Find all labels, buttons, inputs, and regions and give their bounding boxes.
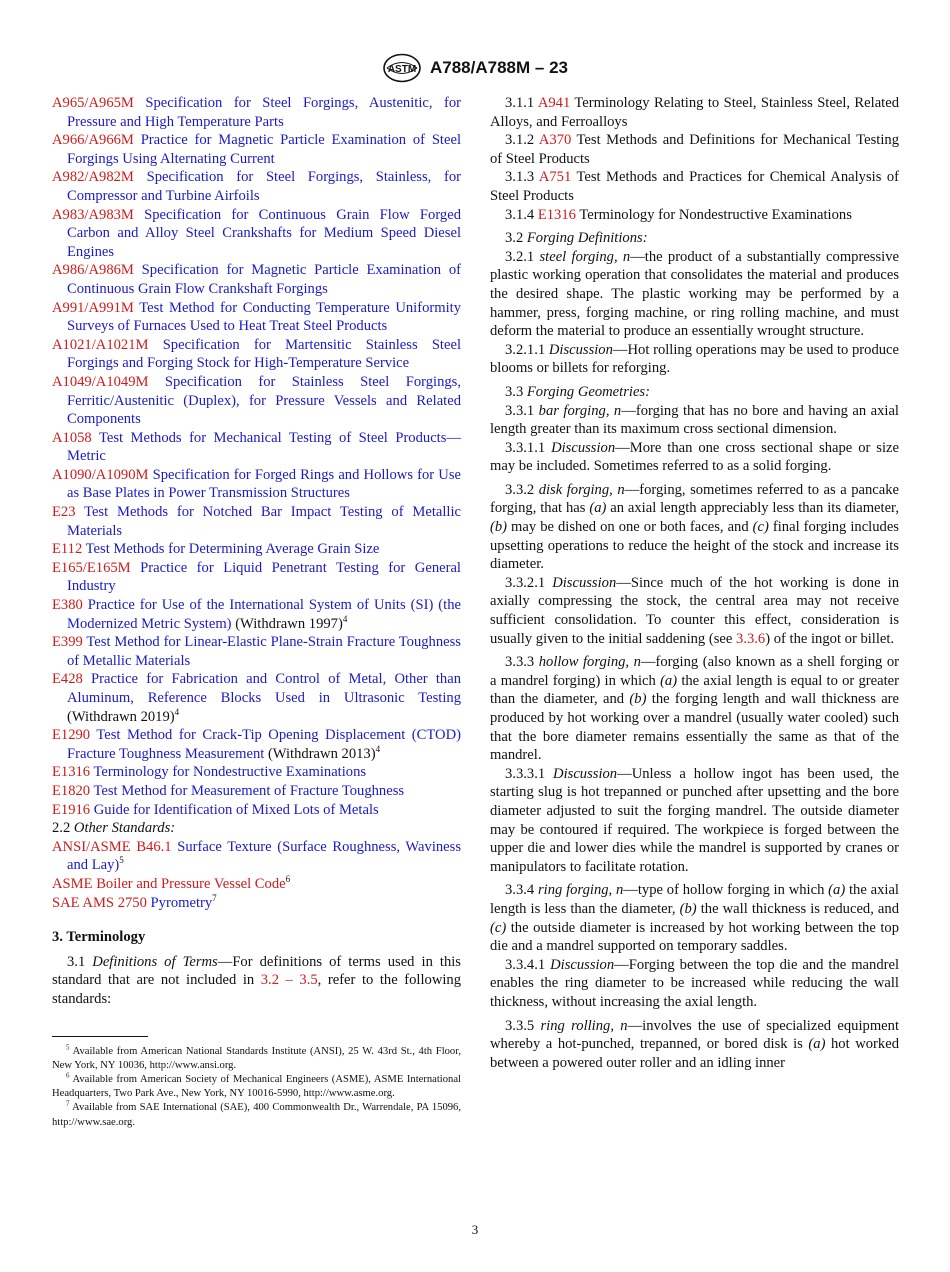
- paragraph-number: 3.3.1: [505, 402, 539, 419]
- reference-title-link[interactable]: Test Methods for Mechanical Testing of Steel Products—Metric: [67, 429, 462, 465]
- paragraph-number: 3.2: [505, 230, 527, 247]
- page-number: 3: [471, 1222, 479, 1237]
- paragraph-number: 3.3.2.1: [505, 574, 553, 591]
- paragraph-text: —the product of a substantially compressive plastic working operation that consolidates the material and produces the desired shape. The plastic working may be performed by a hammer, press, forging machine, or ring rolling machine, and must deform the material to produce an essentially wrought structure.: [490, 248, 899, 340]
- reference-code-link[interactable]: A965/A965M: [52, 95, 134, 111]
- standard-link[interactable]: A751: [538, 169, 572, 186]
- list-marker: (c): [752, 519, 769, 536]
- term: Discussion: [550, 956, 615, 973]
- reference-item: [52, 299, 461, 336]
- paragraph-3-3-4-1: [490, 956, 899, 1012]
- reference-code-link[interactable]: E112: [52, 541, 83, 558]
- reference-title-link[interactable]: Specification for Magnetic Particle Examination of Continuous Grain Flow Crankshaft Forgings: [67, 262, 461, 297]
- reference-code-link[interactable]: E399: [52, 634, 83, 651]
- paragraph-text: Terminology for Nondestructive Examinations: [575, 206, 852, 223]
- paragraph-text: —More than one cross sectional shape or size may be included. Sometimes referred to as a solid forging.: [490, 439, 899, 475]
- reference-code-link[interactable]: SAE AMS 2750: [52, 894, 147, 911]
- reference-code-link[interactable]: E165/E165M: [52, 559, 131, 576]
- reference-item: [52, 801, 461, 820]
- section-heading-terminology: 3. Terminology: [52, 929, 146, 946]
- term: disk forging, n: [538, 481, 625, 498]
- subsection-label: Forging Geometries:: [526, 383, 650, 400]
- list-marker: (b): [679, 900, 697, 917]
- footnote: [52, 1101, 461, 1129]
- section-link[interactable]: 3.3.6: [736, 630, 766, 647]
- paragraph-text: ) of the ingot or billet.: [765, 630, 895, 647]
- paragraph-number: 3.1.4: [505, 206, 538, 223]
- list-marker: (a): [660, 672, 678, 689]
- paragraph-text: —involves the use of specialized equipment whereby a hot-punched, trepanned, or bored disk is: [490, 1017, 900, 1053]
- footnote-text: Available from American Society of Mechanical Engineers (ASME), ASME International Headquarters, Two Park Ave., New York, NY 10016-5990, http://www.asme.org.: [52, 1073, 461, 1100]
- paragraph-text: —Unless a hollow ingot has been used, the starting slug is hot trepanned or punched after upsetting and the bore diameter adjusted to suit the forging mandrel. The outside diameter may be contoured if required. The workpiece is forged between the upper die and lower dies while the mandrel is supported by cranes or manipulators to facilitate rotation.: [490, 765, 900, 875]
- paragraph-3-2-1-1: [490, 341, 899, 378]
- section-link[interactable]: 3.2 – 3.5: [260, 972, 318, 989]
- reference-title-link[interactable]: Test Methods for Determining Average Grain Size: [85, 541, 380, 558]
- reference-title-link[interactable]: Guide for Identification of Mixed Lots of Metals: [93, 801, 379, 818]
- paragraph-number: 3.3.4.1: [505, 956, 551, 973]
- heading-3-3: [490, 383, 899, 402]
- reference-item: [52, 763, 461, 782]
- term: Definitions of Terms: [92, 953, 218, 970]
- standard-link[interactable]: A941: [537, 95, 571, 111]
- paragraph-text: may be dished on one or both faces, and: [507, 519, 753, 536]
- reference-title-link[interactable]: Surface Texture (Surface Roughness, Waviness and Lay): [67, 838, 462, 874]
- paragraph-number: 3.2.1.1: [505, 341, 549, 358]
- section-label: Other Standards:: [73, 820, 176, 837]
- footnote-marker: 5: [119, 855, 124, 866]
- right-column: [490, 94, 899, 1072]
- paragraph-text: Test Methods and Definitions for Mechanical Testing of Steel Products: [490, 132, 899, 167]
- reference-title-link[interactable]: Specification for Steel Forgings, Stainless, for Compressor and Turbine Airfoils: [67, 169, 461, 204]
- reference-title-link[interactable]: Specification for Steel Forgings, Austenitic, for Pressure and High Temperature Parts: [67, 95, 461, 130]
- reference-code-link[interactable]: E1290: [52, 727, 91, 744]
- withdrawn-note: (Withdrawn 1997): [231, 615, 343, 632]
- astm-logo-icon: [382, 53, 422, 83]
- list-marker: (a): [589, 500, 607, 517]
- paragraph-number: 3.3.3: [505, 654, 539, 671]
- paragraph-3-1: [52, 953, 461, 1009]
- paragraph-number: 3.3: [505, 383, 527, 400]
- reference-item: [52, 782, 461, 801]
- reference-title-link[interactable]: Test Method for Conducting Temperature Uniformity Surveys of Furnaces Used to Heat Treat Steel Products: [67, 299, 461, 335]
- paragraph-3-1-3: [490, 168, 899, 205]
- reference-code-link[interactable]: E23: [52, 504, 76, 521]
- reference-item: [52, 373, 461, 429]
- withdrawn-note: (Withdrawn 2013): [264, 745, 376, 762]
- reference-code-link[interactable]: ASME Boiler and Pressure Vessel Code: [52, 875, 286, 892]
- paragraph-text: the axial length is equal to or greater than the diameter, and: [490, 672, 899, 708]
- heading-3-2: [490, 229, 899, 248]
- paragraph-text: —Forging between the top die and the mandrel enables the ring diameter to be increased while reducing the wall thickness, without increasing the axial length.: [490, 956, 900, 1010]
- paragraph-3-3-2-1: [490, 574, 899, 648]
- reference-item: [52, 466, 461, 503]
- paragraph-number: 3.2.1: [505, 248, 540, 265]
- footnote-marker: 4: [174, 706, 180, 717]
- reference-item: [52, 206, 461, 262]
- reference-item: [52, 838, 461, 875]
- reference-code-link[interactable]: A982/A982M: [52, 169, 134, 186]
- term: Discussion: [548, 341, 613, 358]
- reference-item: [52, 633, 461, 670]
- reference-item: [52, 168, 461, 205]
- reference-title-link[interactable]: Specification for Stainless Steel Forgings, Ferritic/Austenitic (Duplex), for Pressure Vessels and Related Components: [67, 373, 461, 428]
- withdrawn-note: (Withdrawn 2019): [67, 708, 175, 725]
- term: Discussion: [552, 574, 617, 591]
- reference-code-link[interactable]: A983/A983M: [52, 206, 134, 223]
- reference-code-link[interactable]: A1090/A1090M: [52, 466, 149, 483]
- footnote-marker: 7: [212, 892, 217, 903]
- paragraph-number: 3.3.3.1: [505, 765, 554, 782]
- reference-title-link[interactable]: Pyrometry: [150, 894, 213, 911]
- paragraph-3-1-4: [490, 206, 899, 225]
- section-number: 2.2: [52, 820, 71, 837]
- footnote-marker: 4: [375, 743, 381, 754]
- footnotes: [52, 1042, 461, 1130]
- term: steel forging, n: [539, 248, 631, 265]
- list-marker: (c): [490, 919, 507, 936]
- reference-code-link[interactable]: A1058: [52, 429, 92, 446]
- paragraph-text: —type of hollow forging in which: [623, 882, 829, 899]
- paragraph-3-1-2: [490, 131, 899, 168]
- paragraph-text: final forging includes upsetting operations to reduce the height of the stock and increase its diameter.: [490, 519, 899, 573]
- paragraph-number: 3.3.4: [505, 882, 538, 899]
- paragraph-3-3-1-1: [490, 439, 899, 476]
- list-marker: (a): [828, 882, 846, 899]
- reference-code-link[interactable]: A1049/A1049M: [52, 373, 149, 390]
- paragraph-text: —forging (also known as a shell forging or a mandrel forging) in which: [490, 654, 899, 689]
- paragraph-3-3-4: [490, 881, 899, 955]
- paragraph-3-2-1: [490, 248, 899, 341]
- paragraph-text: the forging length and wall thickness are produced by hot working over a mandrel (usually water cooled) such that the bore diameter remains essentially the same as that of the mandrel.: [490, 691, 900, 764]
- left-column: [52, 94, 461, 1130]
- paragraph-number: 3.1: [67, 953, 93, 970]
- paragraph-3-3-3-1: [490, 765, 899, 877]
- reference-code-link[interactable]: A991/A991M: [52, 299, 134, 316]
- reference-code-link[interactable]: E428: [52, 671, 83, 688]
- reference-title-link[interactable]: Specification for Martensitic Stainless Steel Forgings and Forging Stock for High-Temperature Service: [67, 336, 462, 372]
- list-marker: (b): [490, 519, 508, 536]
- paragraph-text: the axial length is less than the diameter,: [490, 882, 899, 917]
- reference-item: [52, 894, 461, 913]
- term: Discussion: [551, 439, 616, 456]
- paragraph-3-3-2: [490, 481, 899, 574]
- term: hollow forging, n: [538, 654, 641, 671]
- paragraph-text: Test Methods and Practices for Chemical Analysis of Steel Products: [490, 169, 899, 204]
- paragraph-number: 3.3.2: [505, 481, 539, 498]
- reference-code-link[interactable]: A986/A986M: [52, 262, 134, 279]
- reference-title-link[interactable]: Test Method for Crack-Tip Opening Displacement (CTOD) Fracture Toughness Measurement: [67, 727, 461, 762]
- footnote: [52, 1073, 461, 1101]
- paragraph-number: 3.3.1.1: [505, 439, 552, 456]
- reference-item: [52, 559, 461, 596]
- paragraph-text: —forging that has no bore and having an axial length greater than its maximum cross sectional dimension.: [490, 402, 899, 438]
- paragraph-3-3-5: [490, 1017, 899, 1073]
- reference-title-link[interactable]: Test Method for Linear-Elastic Plane-Strain Fracture Toughness of Metallic Materials: [67, 634, 461, 669]
- reference-item: [52, 94, 461, 131]
- reference-title-link[interactable]: Specification for Continuous Grain Flow Forged Carbon and Alloy Steel Crankshafts for Medium Speed Diesel Engines: [67, 206, 461, 260]
- paragraph-text: —Since much of the hot working is done in axially compressing the stock, the central area may not receive sufficient consolidation. To counter this effect, consideration is usually given to the initial saddening (see: [490, 574, 899, 647]
- paragraph-text: an axial length appreciably less than its diameter,: [606, 500, 899, 517]
- reference-code-link[interactable]: E380: [52, 597, 83, 614]
- paragraph-number: 3.1.1: [505, 95, 538, 111]
- footnote-number: 6: [66, 1071, 70, 1080]
- paragraph-3-3-3: [490, 653, 899, 765]
- paragraph-text: hot worked between a powered outer roller and an idling inner: [490, 1036, 899, 1071]
- reference-item: [52, 670, 461, 726]
- reference-title-link[interactable]: Practice for Use of the International System of Units (SI) (the Modernized Metric System): [67, 597, 461, 632]
- other-standards-list: [52, 838, 461, 912]
- paragraph-text: the outside diameter is increased by hot working between the top die and a mandrel supported on temporary saddles.: [490, 919, 899, 955]
- standard-link[interactable]: A370: [538, 132, 572, 149]
- footnote-marker: 6: [285, 874, 291, 885]
- paragraph-3-1-1: [490, 94, 899, 131]
- reference-item: [52, 596, 461, 633]
- reference-item: [52, 503, 461, 540]
- term: Discussion: [553, 765, 618, 782]
- paragraph-text: Terminology Relating to Steel, Stainless Steel, Related Alloys, and Ferroalloys: [490, 95, 900, 130]
- reference-title-link[interactable]: Test Method for Measurement of Fracture Toughness: [93, 782, 405, 799]
- reference-code-link[interactable]: A966/A966M: [52, 132, 134, 149]
- footnote-number: 7: [66, 1099, 70, 1108]
- subsection-label: Forging Definitions:: [526, 230, 648, 247]
- footnote-text: Available from American National Standards Institute (ANSI), 25 W. 43rd St., 4th Floor, New York, NY 10036, http://www.ansi.org.: [52, 1045, 461, 1071]
- reference-code-link[interactable]: E1820: [52, 782, 91, 799]
- paragraph-number: 3.1.2: [505, 132, 539, 149]
- other-standards-heading: [52, 819, 461, 838]
- reference-item: [52, 726, 461, 763]
- paragraph-text: —Hot rolling operations may be used to produce blooms or billets for reforging.: [490, 341, 900, 377]
- logo-text: ASTM: [387, 64, 417, 75]
- reference-item: [52, 131, 461, 168]
- term: ring forging, n: [537, 882, 624, 899]
- paragraph-text: the wall thickness is reduced, and: [696, 900, 900, 917]
- term: bar forging, n: [538, 402, 622, 419]
- reference-title-link[interactable]: Practice for Magnetic Particle Examination of Steel Forgings Using Alternating Current: [67, 132, 461, 167]
- paragraph-text: —For definitions of terms used in this standard that are not included in: [52, 953, 461, 989]
- reference-code-link[interactable]: E1316: [52, 764, 91, 781]
- reference-item: [52, 261, 461, 298]
- paragraph-number: 3.1.3: [505, 169, 539, 186]
- reference-title-link[interactable]: Practice for Liquid Penetrant Testing for General Industry: [67, 559, 461, 595]
- reference-item: [52, 875, 461, 894]
- reference-code-link[interactable]: E1916: [52, 801, 91, 818]
- reference-code-link[interactable]: A1021/A1021M: [52, 336, 149, 353]
- footnote-divider: [52, 1036, 148, 1037]
- reference-title-link[interactable]: Specification for Forged Rings and Hollows for Use as Base Plates in Power Transmission Structures: [67, 466, 461, 502]
- reference-title-link[interactable]: Test Methods for Notched Bar Impact Testing of Metallic Materials: [67, 504, 461, 539]
- paragraph-text: , refer to the following standards:: [52, 972, 462, 1007]
- reference-title-link[interactable]: Terminology for Nondestructive Examinations: [93, 764, 367, 781]
- document-title: A788/A788M – 23: [430, 58, 568, 77]
- list-marker: (a): [808, 1036, 826, 1053]
- page-header: [0, 52, 950, 84]
- list-marker: (b): [629, 691, 647, 708]
- reference-item: [52, 429, 461, 466]
- footnote-marker: 4: [342, 613, 348, 624]
- paragraph-number: 3.3.5: [505, 1017, 541, 1034]
- paragraph-text: —forging, sometimes referred to as a pancake forging, that has: [490, 481, 899, 517]
- footnote-number: 5: [66, 1042, 70, 1051]
- reference-title-link[interactable]: Practice for Fabrication and Control of Metal, Other than Aluminum, Reference Blocks Used in Ultrasonic Testing: [67, 671, 462, 706]
- reference-code-link[interactable]: ANSI/ASME B46.1: [52, 838, 172, 855]
- footnote-text: Available from SAE International (SAE), 400 Commonwealth Dr., Warrendale, PA 15096, http://www.sae.org.: [52, 1102, 461, 1128]
- reference-item: [52, 540, 461, 559]
- paragraph-3-3-1: [490, 402, 899, 439]
- standard-link[interactable]: E1316: [537, 206, 576, 223]
- reference-item: [52, 336, 461, 373]
- reference-list: [52, 94, 461, 819]
- footnote: [52, 1042, 461, 1073]
- term: ring rolling, n: [540, 1017, 628, 1034]
